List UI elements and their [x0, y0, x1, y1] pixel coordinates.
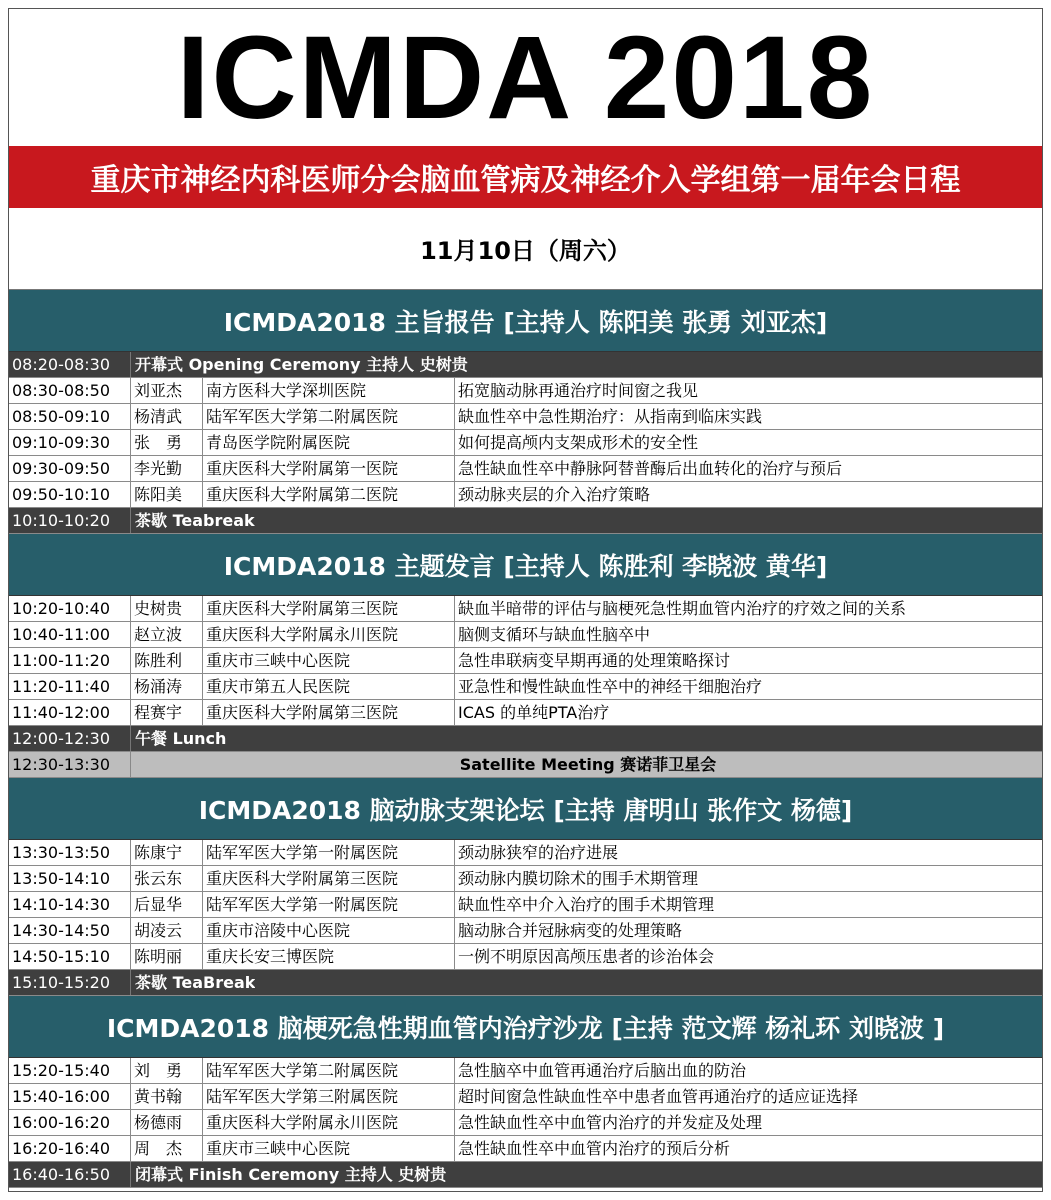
hospital-cell: 重庆医科大学附属第一医院 [203, 456, 455, 481]
table-row [9, 866, 1042, 892]
table-row [9, 840, 1042, 866]
time-cell: 09:30-09:50 [9, 456, 131, 481]
schedule-table [9, 290, 1042, 1188]
hospital-cell: 重庆医科大学附属第三医院 [203, 596, 455, 621]
time-cell: 16:00-16:20 [9, 1110, 131, 1135]
topic-cell: 缺血性卒中介入治疗的围手术期管理 [458, 895, 715, 914]
speaker-cell: 张 勇 [131, 430, 203, 455]
time-cell: 08:30-08:50 [9, 378, 131, 403]
time-cell: 16:20-16:40 [9, 1136, 131, 1161]
table-row [9, 1084, 1042, 1110]
topic-cell: 颈动脉内膜切除术的围手术期管理 [458, 869, 699, 888]
time-cell: 09:10-09:30 [9, 430, 131, 455]
section-header: ICMDA2018 主题发言 [主持人 陈胜利 李晓波 黄华] [9, 534, 1042, 596]
time-cell: 10:40-11:00 [9, 622, 131, 647]
topic-cell: 超时间窗急性缺血性卒中患者血管再通治疗的适应证选择 [458, 1087, 859, 1106]
time-cell: 08:20-08:30 [9, 352, 131, 377]
time-cell: 13:30-13:50 [9, 840, 131, 865]
table-row [9, 1136, 1042, 1162]
table-row [9, 1058, 1042, 1084]
topic-cell: 急性缺血性卒中静脉阿替普酶后出血转化的治疗与预后 [458, 459, 843, 478]
speaker-cell: 程赛宇 [131, 700, 203, 725]
table-row [9, 1110, 1042, 1136]
speaker-cell: 杨清武 [131, 404, 203, 429]
topic-cell: 如何提高颅内支架成形术的安全性 [458, 433, 699, 452]
time-cell: 08:50-09:10 [9, 404, 131, 429]
speaker-cell: 胡凌云 [131, 918, 203, 943]
event-label: Satellite Meeting 赛诺菲卫星会 [459, 755, 717, 774]
speaker-cell: 黄书翰 [131, 1084, 203, 1109]
topic-cell: 亚急性和慢性缺血性卒中的神经干细胞治疗 [458, 677, 763, 696]
hospital-cell: 重庆市三峡中心医院 [203, 1136, 455, 1161]
time-cell: 09:50-10:10 [9, 482, 131, 507]
break-row [9, 970, 1042, 996]
time-cell: 11:00-11:20 [9, 648, 131, 673]
schedule-date: 11月10日（周六） [9, 208, 1042, 290]
table-row [9, 648, 1042, 674]
time-cell: 14:30-14:50 [9, 918, 131, 943]
topic-cell: ICAS 的单纯PTA治疗 [458, 703, 610, 722]
speaker-cell: 张云东 [131, 866, 203, 891]
table-row [9, 404, 1042, 430]
time-cell: 13:50-14:10 [9, 866, 131, 891]
topic-cell: 脑侧支循环与缺血性脑卒中 [458, 625, 651, 644]
speaker-cell: 陈胜利 [131, 648, 203, 673]
section-header: ICMDA2018 主旨报告 [主持人 陈阳美 张勇 刘亚杰] [9, 290, 1042, 352]
table-row [9, 430, 1042, 456]
section-header: ICMDA2018 脑动脉支架论坛 [主持 唐明山 张作文 杨德] [9, 778, 1042, 840]
time-cell: 12:00-12:30 [9, 726, 131, 751]
hospital-cell: 重庆长安三博医院 [203, 944, 455, 969]
speaker-cell: 杨涌涛 [131, 674, 203, 699]
time-cell: 15:40-16:00 [9, 1084, 131, 1109]
hospital-cell: 陆军军医大学第二附属医院 [203, 1058, 455, 1083]
table-row [9, 456, 1042, 482]
opening-ceremony-row [9, 352, 1042, 378]
table-row [9, 674, 1042, 700]
hospital-cell: 重庆医科大学附属永川医院 [203, 622, 455, 647]
break-row [9, 508, 1042, 534]
speaker-cell: 周 杰 [131, 1136, 203, 1161]
topic-cell: 一例不明原因高颅压患者的诊治体会 [458, 947, 715, 966]
table-row [9, 596, 1042, 622]
hospital-cell: 重庆医科大学附属第二医院 [203, 482, 455, 507]
hospital-cell: 重庆医科大学附属第三医院 [203, 866, 455, 891]
event-label: 午餐 Lunch [135, 729, 227, 748]
speaker-cell: 刘 勇 [131, 1058, 203, 1083]
speaker-cell: 陈明丽 [131, 944, 203, 969]
hospital-cell: 重庆市三峡中心医院 [203, 648, 455, 673]
event-label: 开幕式 Opening Ceremony 主持人 史树贵 [135, 355, 468, 374]
hospital-cell: 重庆医科大学附属第三医院 [203, 700, 455, 725]
speaker-cell: 史树贵 [131, 596, 203, 621]
time-cell: 10:10-10:20 [9, 508, 131, 533]
table-row [9, 944, 1042, 970]
hospital-cell: 重庆市第五人民医院 [203, 674, 455, 699]
break-row [9, 726, 1042, 752]
hospital-cell: 陆军军医大学第一附属医院 [203, 892, 455, 917]
satellite-meeting-row [9, 752, 1042, 778]
closing-ceremony-row [9, 1162, 1042, 1188]
time-cell: 12:30-13:30 [9, 752, 131, 777]
topic-cell: 急性脑卒中血管再通治疗后脑出血的防治 [458, 1061, 747, 1080]
topic-cell: 急性缺血性卒中血管内治疗的预后分析 [458, 1139, 731, 1158]
speaker-cell: 陈康宁 [131, 840, 203, 865]
section-header: ICMDA2018 脑梗死急性期血管内治疗沙龙 [主持 范文辉 杨礼环 刘晓波 ] [9, 996, 1042, 1058]
hospital-cell: 青岛医学院附属医院 [203, 430, 455, 455]
hospital-cell: 陆军军医大学第一附属医院 [203, 840, 455, 865]
event-title: ICMDA 2018 [176, 11, 875, 144]
topic-cell: 急性串联病变早期再通的处理策略探讨 [458, 651, 731, 670]
hospital-cell: 陆军军医大学第三附属医院 [203, 1084, 455, 1109]
speaker-cell: 杨德雨 [131, 1110, 203, 1135]
time-cell: 16:40-16:50 [9, 1162, 131, 1187]
topic-cell: 颈动脉夹层的介入治疗策略 [458, 485, 651, 504]
time-cell: 15:20-15:40 [9, 1058, 131, 1083]
time-cell: 14:50-15:10 [9, 944, 131, 969]
speaker-cell: 李光勤 [131, 456, 203, 481]
conference-banner: 重庆市神经内科医师分会脑血管病及神经介入学组第一届年会日程 [9, 146, 1042, 208]
topic-cell: 缺血性卒中急性期治疗：从指南到临床实践 [458, 407, 763, 426]
time-cell: 11:40-12:00 [9, 700, 131, 725]
time-cell: 11:20-11:40 [9, 674, 131, 699]
topic-cell: 急性缺血性卒中血管内治疗的并发症及处理 [458, 1113, 763, 1132]
table-row [9, 918, 1042, 944]
table-row [9, 622, 1042, 648]
table-row [9, 378, 1042, 404]
hospital-cell: 南方医科大学深圳医院 [203, 378, 455, 403]
time-cell: 10:20-10:40 [9, 596, 131, 621]
speaker-cell: 赵立波 [131, 622, 203, 647]
hospital-cell: 陆军军医大学第二附属医院 [203, 404, 455, 429]
topic-cell: 脑动脉合并冠脉病变的处理策略 [458, 921, 683, 940]
table-row [9, 700, 1042, 726]
hospital-cell: 重庆市涪陵中心医院 [203, 918, 455, 943]
topic-cell: 颈动脉狭窄的治疗进展 [458, 843, 619, 862]
table-row [9, 482, 1042, 508]
event-label: 闭幕式 Finish Ceremony 主持人 史树贵 [135, 1165, 447, 1184]
speaker-cell: 陈阳美 [131, 482, 203, 507]
topic-cell: 缺血半暗带的评估与脑梗死急性期血管内治疗的疗效之间的关系 [458, 599, 907, 618]
speaker-cell: 刘亚杰 [131, 378, 203, 403]
time-cell: 15:10-15:20 [9, 970, 131, 995]
speaker-cell: 后显华 [131, 892, 203, 917]
time-cell: 14:10-14:30 [9, 892, 131, 917]
table-row [9, 892, 1042, 918]
topic-cell: 拓宽脑动脉再通治疗时间窗之我见 [458, 381, 699, 400]
event-label: 茶歇 TeaBreak [135, 973, 256, 992]
event-label: 茶歇 Teabreak [135, 511, 255, 530]
hospital-cell: 重庆医科大学附属永川医院 [203, 1110, 455, 1135]
